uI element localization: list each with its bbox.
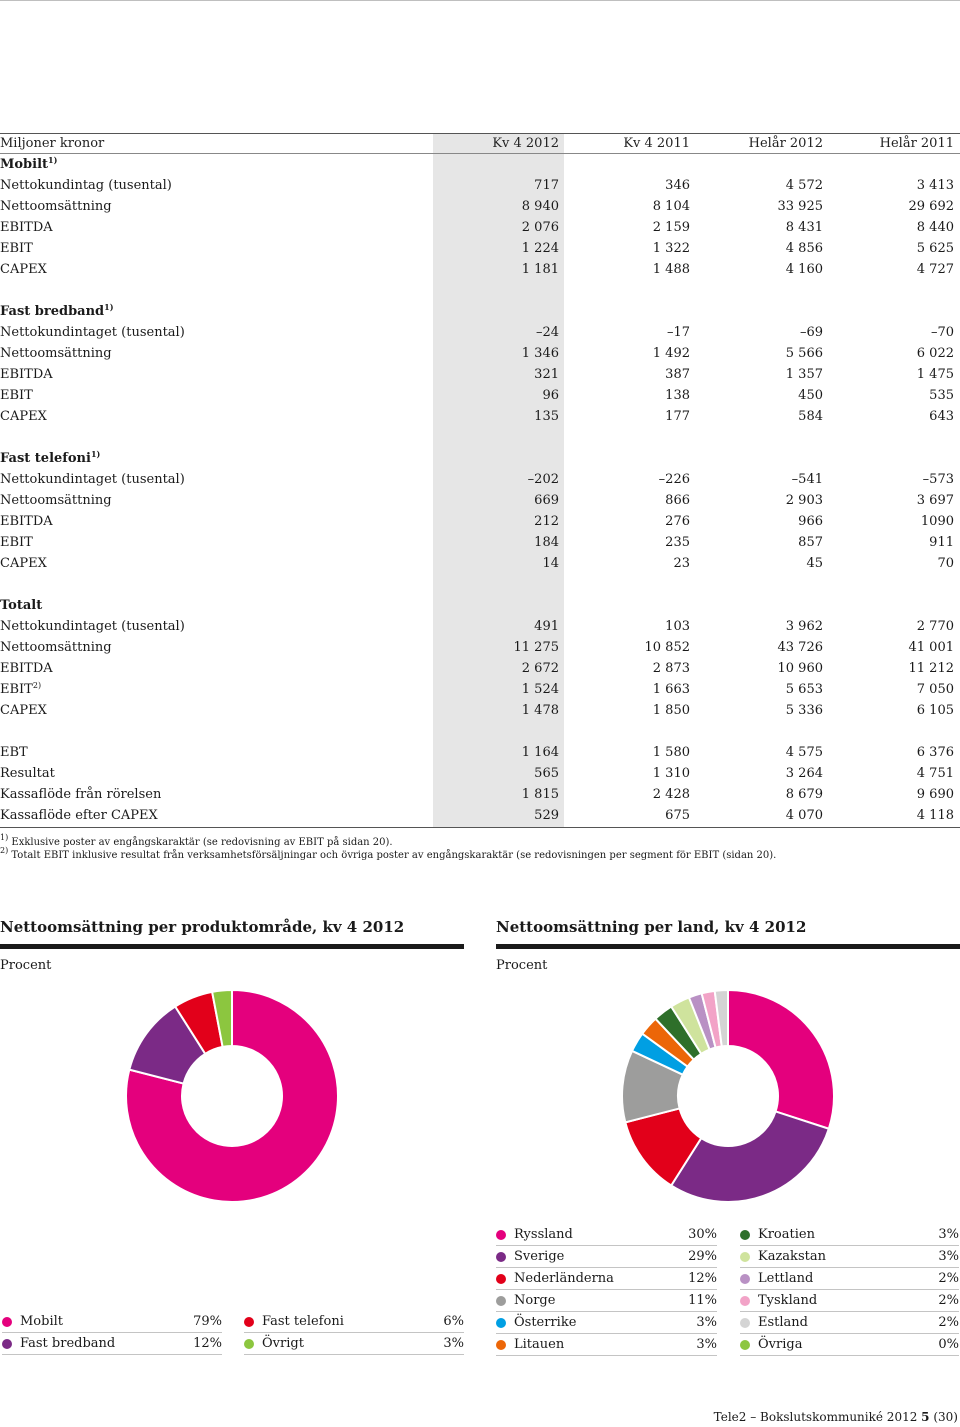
legend-swatch (496, 1340, 506, 1350)
row-value: 235 (665, 535, 690, 550)
legend-item (244, 1311, 464, 1333)
section-title (0, 301, 114, 322)
row-value: 8 104 (652, 199, 690, 214)
table-row (0, 469, 960, 490)
row-value: 135 (534, 409, 559, 424)
legend-value: 30% (688, 1227, 717, 1242)
legend-divider (496, 1355, 717, 1356)
legend-item (2, 1311, 222, 1333)
country-chart-title: Nettoomsättning per land, kv 4 2012 (496, 918, 807, 936)
row-value: 7 050 (916, 682, 954, 697)
header-label: Miljoner kronor (0, 136, 105, 151)
row-value: –24 (535, 325, 559, 340)
footnote-mark: 2) (0, 846, 9, 855)
row-value: 6 376 (916, 745, 954, 760)
row-value: 3 697 (916, 493, 954, 508)
row-label-text: EBIT (0, 388, 33, 403)
legend-swatch (740, 1252, 750, 1262)
row-value: 1 475 (916, 367, 954, 382)
row-label (0, 364, 53, 385)
row-value: 1090 (920, 514, 954, 529)
row-value: 29 692 (908, 199, 954, 214)
row-value: –226 (658, 472, 690, 487)
row-label-text: CAPEX (0, 262, 47, 277)
section-title-text: Mobilt (0, 157, 49, 172)
header-col: Helår 2012 (748, 136, 823, 151)
row-label-text: Nettoomsättning (0, 493, 112, 508)
table-row (0, 217, 960, 238)
row-label (0, 742, 28, 763)
table-row (0, 490, 960, 511)
legend-divider (2, 1354, 222, 1355)
legend-item (244, 1333, 464, 1355)
table-row (0, 784, 960, 805)
section-title-text: Totalt (0, 598, 43, 613)
row-value: 5 653 (785, 682, 823, 697)
table-row (0, 805, 960, 826)
row-label-text: EBIT (0, 241, 33, 256)
row-value: 2 076 (521, 220, 559, 235)
table-row (0, 637, 960, 658)
legend-item (740, 1334, 959, 1356)
row-label (0, 658, 53, 679)
legend-item (496, 1334, 717, 1356)
table-row (0, 763, 960, 784)
table-row (0, 322, 960, 343)
row-value: 1 357 (785, 367, 823, 382)
table-row (0, 406, 960, 427)
footer-text: Tele2 – Bokslutskommuniké 2012 (713, 1410, 918, 1424)
row-value: 8 940 (521, 199, 559, 214)
row-value: 2 770 (916, 619, 954, 634)
row-value: 717 (534, 178, 559, 193)
row-label (0, 532, 33, 553)
row-label (0, 175, 172, 196)
row-value: 866 (665, 493, 690, 508)
row-value: 2 159 (652, 220, 690, 235)
legend-swatch (740, 1230, 750, 1240)
row-label-text: Nettokundintaget (tusental) (0, 472, 185, 487)
table-bottom-rule (0, 827, 960, 828)
row-label (0, 490, 112, 511)
legend-item (740, 1246, 959, 1268)
row-label-text: EBT (0, 745, 28, 760)
product-donut-chart (126, 990, 338, 1202)
legend-item (740, 1224, 959, 1246)
footnote-text: Totalt EBIT inklusive resultat från verksamhetsförsäljningar och övriga poster av engångskaraktär (se redovisningen per segment för EBIT (sidan 20). (11, 850, 777, 861)
legend-label: Fast telefoni (262, 1314, 344, 1329)
row-label-sup: 2) (32, 681, 42, 690)
country-chart-unit: Procent (496, 958, 548, 973)
row-value: 1 322 (652, 241, 690, 256)
legend-item (2, 1333, 222, 1355)
header-col: Helår 2011 (879, 136, 954, 151)
row-value: –573 (922, 472, 954, 487)
row-value: 387 (665, 367, 690, 382)
legend-value: 6% (443, 1314, 464, 1329)
row-label-text: Resultat (0, 766, 55, 781)
legend-item (496, 1268, 717, 1290)
row-value: 138 (665, 388, 690, 403)
row-label (0, 385, 33, 406)
legend-value: 12% (688, 1271, 717, 1286)
row-label (0, 805, 158, 826)
legend-value: 3% (938, 1227, 959, 1242)
row-value: 5 336 (785, 703, 823, 718)
table-row (0, 742, 960, 763)
legend-label: Kazakstan (758, 1249, 826, 1264)
footnote-mark: 1) (0, 833, 9, 842)
legend-divider (244, 1354, 464, 1355)
legend-item (740, 1312, 959, 1334)
table-row (0, 238, 960, 259)
legend-label: Kroatien (758, 1227, 815, 1242)
row-value: 41 001 (908, 640, 954, 655)
row-value: 14 (542, 556, 559, 571)
section-title-text: Fast bredband (0, 304, 105, 319)
legend-label: Tyskland (758, 1293, 818, 1308)
row-label-text: EBIT (0, 535, 33, 550)
legend-swatch (740, 1318, 750, 1328)
table-row (0, 343, 960, 364)
legend-value: 3% (938, 1249, 959, 1264)
legend-value: 3% (696, 1315, 717, 1330)
row-value: –69 (799, 325, 823, 340)
table-row (0, 175, 960, 196)
row-value: 4 160 (785, 262, 823, 277)
product-chart-title: Nettoomsättning per produktområde, kv 4 2012 (0, 918, 405, 936)
section-title-row (0, 301, 960, 322)
row-label-text: Kassaflöde från rörelsen (0, 787, 162, 802)
row-value: 1 488 (652, 262, 690, 277)
legend-value: 12% (193, 1336, 222, 1351)
table-row (0, 658, 960, 679)
row-value: 1 478 (521, 703, 559, 718)
footnote (0, 833, 393, 849)
legend-value: 2% (938, 1315, 959, 1330)
country-slice-ryssland (728, 990, 834, 1129)
row-value: 3 264 (785, 766, 823, 781)
legend-swatch (740, 1340, 750, 1350)
row-value: 5 625 (916, 241, 954, 256)
row-value: 4 070 (785, 808, 823, 823)
row-value: 6 022 (916, 346, 954, 361)
header-col: Kv 4 2012 (492, 136, 559, 151)
footnote (0, 846, 777, 862)
row-value: 4 751 (916, 766, 954, 781)
legend-item (496, 1246, 717, 1268)
row-label (0, 238, 33, 259)
legend-item (740, 1290, 959, 1312)
row-value: 2 903 (785, 493, 823, 508)
legend-label: Lettland (758, 1271, 814, 1286)
row-value: 491 (534, 619, 559, 634)
legend-label: Övrigt (262, 1336, 304, 1351)
row-value: 212 (534, 514, 559, 529)
table-row (0, 196, 960, 217)
row-value: 966 (798, 514, 823, 529)
row-value: 4 118 (916, 808, 954, 823)
row-label (0, 616, 185, 637)
row-label-text: EBIT (0, 682, 33, 697)
row-value: –202 (527, 472, 559, 487)
row-value: 33 925 (777, 199, 823, 214)
row-value: 276 (665, 514, 690, 529)
table-row (0, 385, 960, 406)
row-value: 3 413 (916, 178, 954, 193)
legend-swatch (740, 1296, 750, 1306)
footnote-text: Exklusive poster av engångskaraktär (se redovisning av EBIT på sidan 20). (11, 837, 393, 848)
legend-value: 2% (938, 1293, 959, 1308)
row-value: 9 690 (916, 787, 954, 802)
row-label (0, 406, 47, 427)
legend-value: 3% (696, 1337, 717, 1352)
row-value: 450 (798, 388, 823, 403)
legend-swatch (496, 1230, 506, 1240)
row-value: 184 (534, 535, 559, 550)
page-footer (714, 1410, 958, 1424)
row-value: 3 962 (785, 619, 823, 634)
legend-label: Estland (758, 1315, 808, 1330)
legend-swatch (2, 1339, 12, 1349)
country-donut-chart (622, 990, 834, 1202)
top-rule (0, 0, 960, 1)
row-value: 1 310 (652, 766, 690, 781)
row-value: 8 440 (916, 220, 954, 235)
row-value: 4 572 (785, 178, 823, 193)
row-label-text: EBITDA (0, 514, 53, 529)
table-row (0, 679, 960, 700)
row-value: 1 224 (521, 241, 559, 256)
footer-page-total: (30) (933, 1410, 958, 1424)
legend-item (496, 1290, 717, 1312)
section-title-row (0, 595, 960, 616)
row-label (0, 196, 112, 217)
legend-value: 79% (193, 1314, 222, 1329)
legend-value: 29% (688, 1249, 717, 1264)
legend-swatch (2, 1317, 12, 1327)
legend-label: Sverige (514, 1249, 565, 1264)
row-label-text: Nettoomsättning (0, 640, 112, 655)
row-label-text: EBITDA (0, 661, 53, 676)
row-label-text: Kassaflöde efter CAPEX (0, 808, 158, 823)
country-slice-sverige (671, 1111, 829, 1202)
legend-label: Nederländerna (514, 1271, 614, 1286)
row-value: 2 428 (652, 787, 690, 802)
row-value: 4 856 (785, 241, 823, 256)
section-title (0, 595, 42, 616)
row-label (0, 343, 112, 364)
row-value: 4 575 (785, 745, 823, 760)
legend-swatch (244, 1317, 254, 1327)
legend-swatch (740, 1274, 750, 1284)
row-value: 45 (806, 556, 823, 571)
legend-label: Fast bredband (20, 1336, 116, 1351)
legend-label: Övriga (758, 1337, 803, 1352)
legend-swatch (496, 1274, 506, 1284)
row-value: 669 (534, 493, 559, 508)
row-value: 675 (665, 808, 690, 823)
table-row (0, 364, 960, 385)
section-title (0, 154, 57, 175)
row-value: 8 679 (785, 787, 823, 802)
table-row (0, 616, 960, 637)
row-label (0, 679, 41, 700)
legend-swatch (496, 1296, 506, 1306)
row-value: 857 (798, 535, 823, 550)
row-value: 96 (542, 388, 559, 403)
legend-swatch (496, 1318, 506, 1328)
row-value: 10 852 (644, 640, 690, 655)
row-label (0, 553, 47, 574)
legend-label: Norge (514, 1293, 556, 1308)
row-value: 11 275 (513, 640, 559, 655)
legend-value: 11% (688, 1293, 717, 1308)
legend-swatch (496, 1252, 506, 1262)
row-value: 6 105 (916, 703, 954, 718)
footer-page-number: 5 (921, 1410, 930, 1424)
row-value: 177 (665, 409, 690, 424)
row-value: 2 873 (652, 661, 690, 676)
legend-label: Litauen (514, 1337, 565, 1352)
row-value: 1 524 (521, 682, 559, 697)
table-row (0, 532, 960, 553)
legend-divider (740, 1355, 959, 1356)
legend-item (496, 1224, 717, 1246)
row-value: 23 (673, 556, 690, 571)
product-chart-title-bar (0, 944, 464, 949)
row-label-text: Nettokundintaget (tusental) (0, 325, 185, 340)
row-value: 5 566 (785, 346, 823, 361)
row-label (0, 217, 53, 238)
row-label-text: Nettoomsättning (0, 346, 112, 361)
row-value: 70 (937, 556, 954, 571)
row-value: 103 (665, 619, 690, 634)
row-value: 43 726 (777, 640, 823, 655)
table-header-row (0, 133, 960, 154)
section-title-sup: 1) (104, 302, 114, 312)
row-value: 346 (665, 178, 690, 193)
row-value: 11 212 (908, 661, 954, 676)
row-value: 1 492 (652, 346, 690, 361)
table-row (0, 700, 960, 721)
legend-value: 0% (938, 1337, 959, 1352)
section-title-row (0, 154, 960, 175)
row-value: 321 (534, 367, 559, 382)
row-value: 565 (534, 766, 559, 781)
row-value: 1 815 (521, 787, 559, 802)
legend-value: 3% (443, 1336, 464, 1351)
row-label-text: Nettokundintaget (tusental) (0, 619, 185, 634)
table-row (0, 259, 960, 280)
row-label (0, 511, 53, 532)
row-value: 529 (534, 808, 559, 823)
row-value: 1 850 (652, 703, 690, 718)
section-title-sup: 1) (90, 449, 101, 459)
row-value: 1 580 (652, 745, 690, 760)
legend-item (496, 1312, 717, 1334)
row-value: 1 181 (521, 262, 559, 277)
row-value: 1 663 (652, 682, 690, 697)
section-title-sup: 1) (48, 155, 58, 165)
section-title-row (0, 448, 960, 469)
row-value: 2 672 (521, 661, 559, 676)
legend-label: Österrike (514, 1315, 577, 1330)
legend-label: Mobilt (20, 1314, 63, 1329)
row-value: –541 (791, 472, 823, 487)
row-value: 643 (929, 409, 954, 424)
legend-item (740, 1268, 959, 1290)
row-value: 584 (798, 409, 823, 424)
row-label (0, 259, 47, 280)
row-label-text: CAPEX (0, 556, 47, 571)
row-label-text: Nettokundintag (tusental) (0, 178, 172, 193)
row-label (0, 469, 185, 490)
table-row (0, 511, 960, 532)
row-label (0, 784, 161, 805)
table-row (0, 553, 960, 574)
product-chart-unit: Procent (0, 958, 52, 973)
row-label-text: Nettoomsättning (0, 199, 112, 214)
row-label-text: CAPEX (0, 703, 47, 718)
legend-value: 2% (938, 1271, 959, 1286)
header-col: Kv 4 2011 (623, 136, 690, 151)
row-label-text: EBITDA (0, 220, 53, 235)
row-value: 1 346 (521, 346, 559, 361)
legend-label: Ryssland (514, 1227, 573, 1242)
row-label (0, 322, 185, 343)
row-value: –17 (666, 325, 690, 340)
row-label (0, 700, 47, 721)
row-value: 4 727 (916, 262, 954, 277)
row-value: 1 164 (521, 745, 559, 760)
legend-swatch (244, 1339, 254, 1349)
row-value: 8 431 (785, 220, 823, 235)
row-value: 10 960 (777, 661, 823, 676)
country-chart-title-bar (496, 944, 960, 949)
row-label (0, 637, 112, 658)
row-value: –70 (930, 325, 954, 340)
section-title-text: Fast telefoni (0, 451, 91, 466)
row-value: 535 (929, 388, 954, 403)
section-title (0, 448, 100, 469)
row-label (0, 763, 55, 784)
row-label-text: EBITDA (0, 367, 53, 382)
row-value: 911 (929, 535, 954, 550)
row-label-text: CAPEX (0, 409, 47, 424)
